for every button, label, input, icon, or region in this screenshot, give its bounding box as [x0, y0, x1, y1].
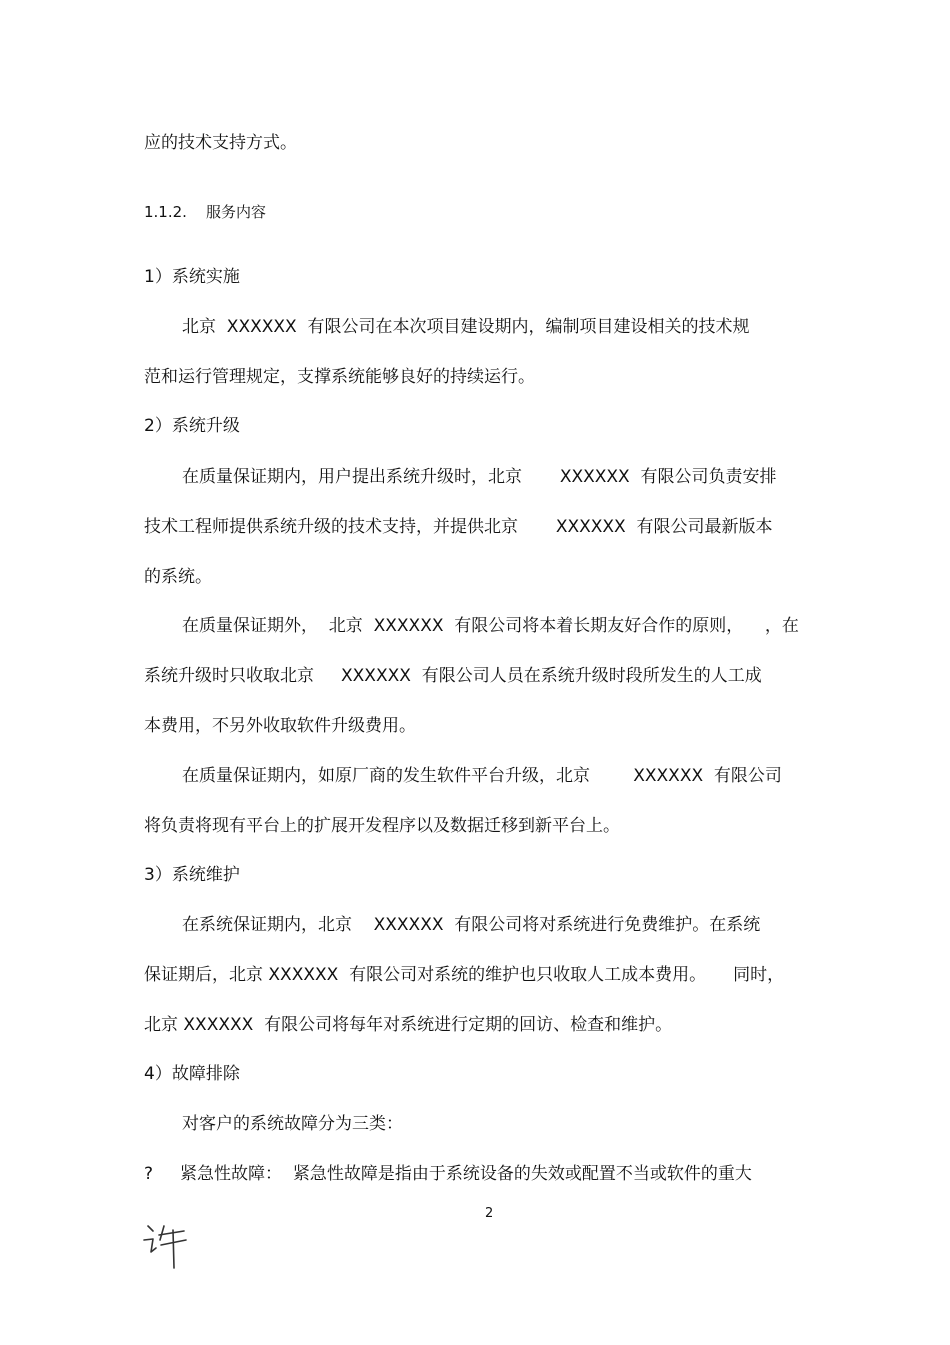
- paragraph-line: 北京 XXXXXX 有限公司在本次项目建设期内，编制项目建设相关的技术规: [182, 317, 750, 337]
- paragraph-line: 范和运行管理规定，支撑系统能够良好的持续运行。: [144, 367, 535, 387]
- paragraph-line: 系统升级时只收取北京 XXXXXX 有限公司人员在系统升级时段所发生的人工成: [144, 666, 762, 686]
- subsection-heading: 3）系统维护: [144, 865, 240, 885]
- subsection-heading: 1）系统实施: [144, 267, 240, 287]
- paragraph-line: 在质量保证期外， 北京 XXXXXX 有限公司将本着长期友好合作的原则， ，在: [182, 616, 799, 636]
- paragraph-line: 北京 XXXXXX 有限公司将每年对系统进行定期的回访、检查和维护。: [144, 1015, 673, 1035]
- paragraph-line: 将负责将现有平台上的扩展开发程序以及数据迁移到新平台上。: [144, 816, 620, 836]
- paragraph-line: 在质量保证期内，如原厂商的发生软件平台升级，北京 XXXXXX 有限公司: [182, 766, 782, 786]
- paragraph-line: 应的技术支持方式。: [144, 133, 297, 153]
- paragraph-line: 的系统。: [144, 567, 212, 587]
- list-item: ? 紧急性故障： 紧急性故障是指由于系统设备的失效或配置不当或软件的重大: [144, 1164, 752, 1184]
- paragraph-line: 在系统保证期内，北京 XXXXXX 有限公司将对系统进行免费维护。在系统: [182, 915, 761, 935]
- paragraph-line: 本费用，不另外收取软件升级费用。: [144, 716, 416, 736]
- subsection-heading: 2）系统升级: [144, 416, 240, 436]
- paragraph-line: 技术工程师提供系统升级的技术支持，并提供北京 XXXXXX 有限公司最新版本: [144, 517, 773, 537]
- paragraph-line: 保证期后，北京 XXXXXX 有限公司对系统的维护也只收取人工成本费用。 同时，: [144, 965, 785, 985]
- page-number: 2: [485, 1206, 494, 1221]
- paragraph-line: 在质量保证期内，用户提出系统升级时，北京 XXXXXX 有限公司负责安排: [182, 467, 777, 487]
- section-heading: 1.1.2. 服务内容: [144, 203, 267, 221]
- handwritten-signature: [140, 1218, 190, 1270]
- paragraph-line: 对客户的系统故障分为三类：: [182, 1114, 403, 1134]
- subsection-heading: 4）故障排除: [144, 1064, 240, 1084]
